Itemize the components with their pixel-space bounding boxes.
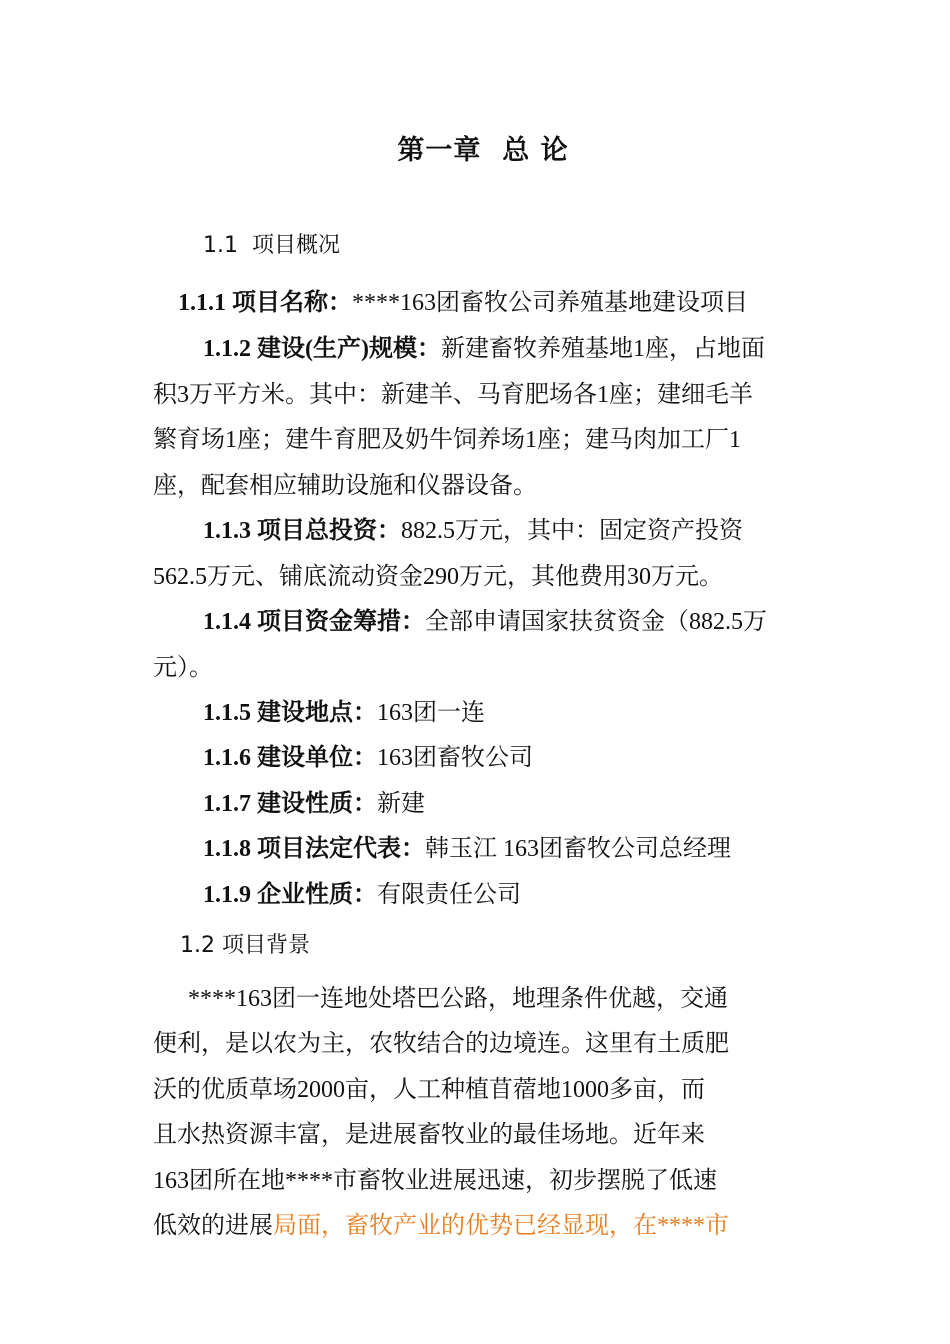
item-value: ****163团畜牧公司养殖基地建设项目 bbox=[352, 290, 748, 316]
item-project-name bbox=[178, 288, 748, 318]
item-scale bbox=[203, 334, 765, 364]
item-funding bbox=[203, 607, 767, 637]
section-heading-1-1: 1.1 项目概况 bbox=[203, 233, 340, 258]
item-label: 1.1.8 项目法定代表： bbox=[203, 836, 425, 862]
chapter-title: 第一章 总 论 bbox=[397, 135, 569, 166]
item-value: 882.5万元，其中：固定资产投资 bbox=[401, 518, 743, 544]
paragraph-line: 562.5万元、铺底流动资金290万元，其他费用30万元。 bbox=[153, 564, 723, 590]
item-unit bbox=[203, 743, 533, 773]
paragraph-line bbox=[153, 1211, 729, 1241]
paragraph-line: 积3万平方米。其中：新建羊、马育肥场各1座；建细毛羊 bbox=[153, 382, 753, 408]
item-label: 1.1.4 项目资金筹措： bbox=[203, 609, 425, 635]
item-label: 1.1.5 建设地点： bbox=[203, 700, 377, 726]
item-enterprise-nature bbox=[203, 880, 521, 910]
item-label: 1.1.6 建设单位： bbox=[203, 745, 377, 771]
paragraph-line: 繁育场1座；建牛育肥及奶牛饲养场1座；建马肉加工厂1 bbox=[153, 427, 741, 453]
item-representative bbox=[203, 834, 731, 864]
highlighted-text: 局面，畜牧产业的优势已经显现，在****市 bbox=[273, 1213, 729, 1239]
item-site bbox=[203, 698, 485, 728]
paragraph-line: ****163团一连地处塔巴公路，地理条件优越，交通 bbox=[188, 986, 728, 1012]
item-investment bbox=[203, 516, 743, 546]
item-label: 1.1.1 项目名称： bbox=[178, 290, 352, 316]
item-value: 新建 bbox=[377, 791, 425, 817]
section-heading-1-2: 1.2 项目背景 bbox=[180, 933, 310, 958]
item-label: 1.1.3 项目总投资： bbox=[203, 518, 401, 544]
paragraph-line: 且水热资源丰富，是进展畜牧业的最佳场地。近年来 bbox=[153, 1122, 705, 1148]
item-label: 1.1.7 建设性质： bbox=[203, 791, 377, 817]
paragraph-line: 元）。 bbox=[153, 655, 213, 681]
item-value: 163团畜牧公司 bbox=[377, 745, 533, 771]
item-value: 163团一连 bbox=[377, 700, 485, 726]
paragraph-line: 沃的优质草场2000亩，人工种植苜蓿地1000多亩，而 bbox=[153, 1077, 705, 1103]
item-nature bbox=[203, 789, 425, 819]
item-label: 1.1.2 建设(生产)规模： bbox=[203, 336, 441, 362]
item-value: 韩玉江 163团畜牧公司总经理 bbox=[425, 836, 731, 862]
paragraph-line: 座，配套相应辅助设施和仪器设备。 bbox=[153, 473, 537, 499]
paragraph-text: 低效的进展 bbox=[153, 1213, 273, 1239]
paragraph-line: 163团所在地****市畜牧业进展迅速，初步摆脱了低速 bbox=[153, 1168, 717, 1194]
item-label: 1.1.9 企业性质： bbox=[203, 882, 377, 908]
item-value: 有限责任公司 bbox=[377, 882, 521, 908]
paragraph-line: 便利，是以农为主，农牧结合的边境连。这里有土质肥 bbox=[153, 1031, 729, 1057]
item-value: 新建畜牧养殖基地1座，占地面 bbox=[440, 336, 765, 362]
item-value: 全部申请国家扶贫资金（882.5万 bbox=[425, 609, 767, 635]
